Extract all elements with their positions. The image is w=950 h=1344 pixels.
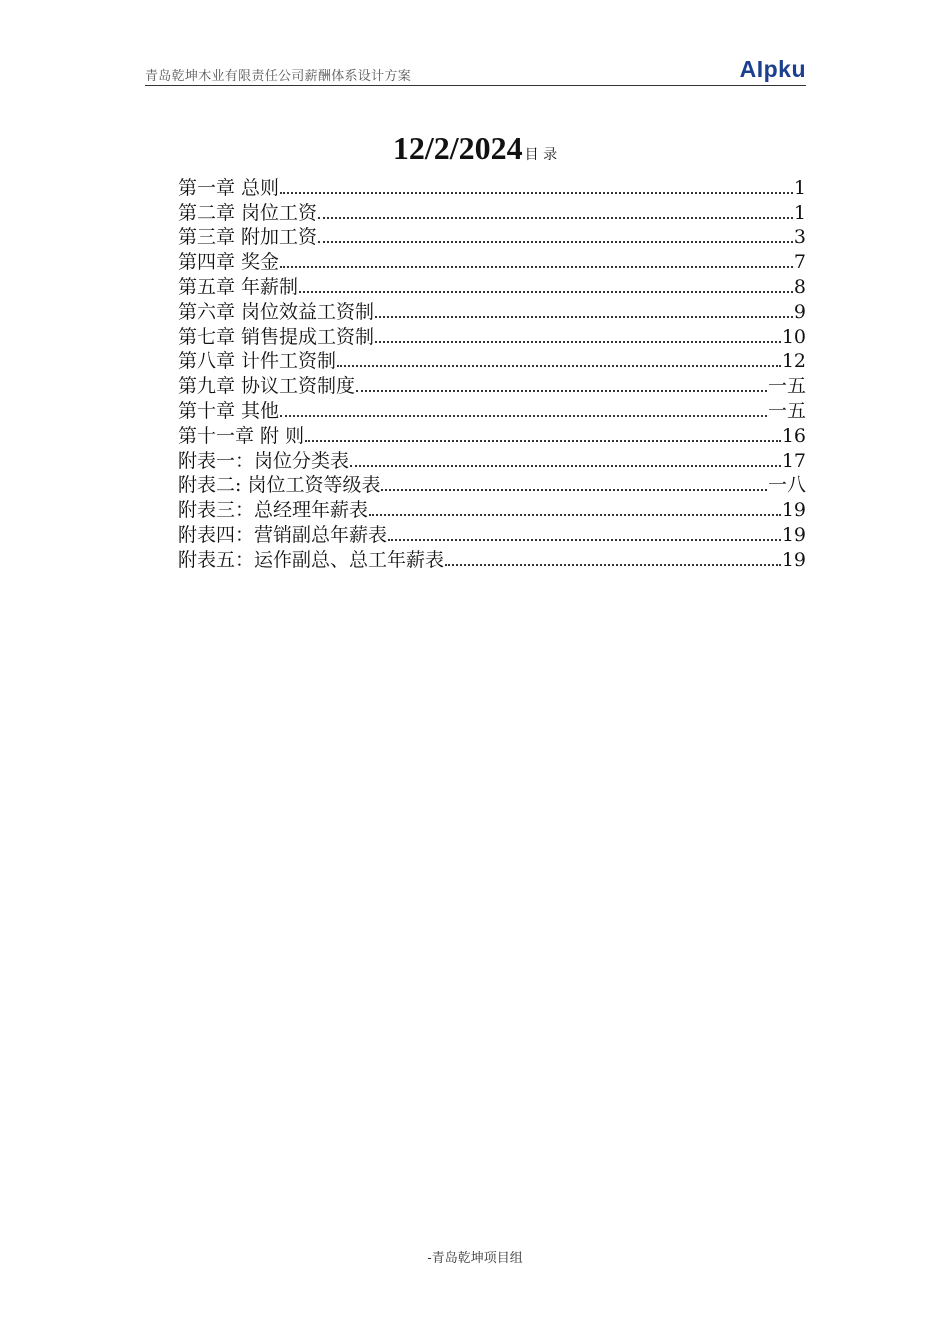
title-date: 12/2/2024 — [392, 130, 523, 166]
toc-dot-leader — [375, 316, 793, 318]
toc-entry[interactable] — [178, 298, 806, 323]
toc-entry-label: 附表五：运作副总、总工年薪表 — [178, 548, 445, 571]
toc-dot-leader — [280, 192, 793, 194]
toc-entry-label: 附表四：营销副总年薪表 — [178, 523, 388, 546]
toc-entry-page: 一五 — [767, 375, 806, 398]
toc-entry-page: 17 — [781, 449, 806, 472]
toc-entry-page: 9 — [793, 300, 806, 323]
toc-title — [0, 130, 950, 167]
toc-entry[interactable] — [178, 496, 806, 521]
toc-entry-label: 第二章 岗位工资 — [178, 201, 318, 224]
toc-entry-label: 第三章 附加工资 — [178, 226, 318, 249]
toc-entry-label: 第九章 协议工资制度 — [178, 375, 356, 398]
toc-entry-label: 第六章 岗位效益工资制 — [178, 300, 375, 323]
toc-dot-leader — [388, 539, 781, 541]
toc-entry-label: 第七章 销售提成工资制 — [178, 325, 375, 348]
toc-entry-page: 1 — [793, 201, 806, 224]
toc-entry-label: 附表三：总经理年薪表 — [178, 499, 369, 522]
toc-entry-page: 8 — [793, 275, 806, 298]
toc-dot-leader — [305, 440, 781, 442]
toc-entry-page: 3 — [793, 226, 806, 249]
toc-entry[interactable] — [178, 348, 806, 373]
toc-dot-leader — [375, 341, 781, 343]
title-label: 目 录 — [524, 147, 558, 163]
toc-dot-leader — [381, 489, 767, 491]
toc-entry[interactable] — [178, 273, 806, 298]
toc-entry[interactable] — [178, 199, 806, 224]
toc-entry[interactable] — [178, 422, 806, 447]
toc-dot-leader — [280, 415, 767, 417]
page-header — [145, 55, 806, 86]
toc-dot-leader — [318, 217, 793, 219]
toc-entry-page: 一五 — [767, 399, 806, 422]
toc-dot-leader — [445, 564, 781, 566]
toc-entry-page: 19 — [781, 523, 806, 546]
toc-entry-page: 10 — [781, 325, 806, 348]
toc-entry-page: 16 — [781, 424, 806, 447]
toc-dot-leader — [299, 291, 793, 293]
toc-entry-label: 第一章 总则 — [178, 176, 280, 199]
toc-entry[interactable] — [178, 372, 806, 397]
toc-entry-page: 19 — [781, 499, 806, 522]
toc-entry[interactable] — [178, 323, 806, 348]
header-title: 青岛乾坤木业有限责任公司薪酬体系设计方案 — [145, 69, 412, 84]
toc-entry-label: 第十一章 附 则 — [178, 424, 305, 447]
table-of-contents — [178, 174, 806, 571]
toc-entry-label: 第十章 其他 — [178, 399, 280, 422]
page-footer: -青岛乾坤项目组 — [427, 1251, 523, 1266]
toc-entry-label: 附表二: 岗位工资等级表 — [178, 474, 381, 497]
toc-entry-page: 19 — [781, 548, 806, 571]
toc-entry-page: 7 — [793, 251, 806, 274]
toc-entry-label: 附表一：岗位分类表 — [178, 449, 350, 472]
toc-entry-label: 第八章 计件工资制 — [178, 350, 337, 373]
toc-entry-page: 12 — [781, 350, 806, 373]
toc-entry[interactable] — [178, 447, 806, 472]
toc-dot-leader — [318, 241, 793, 243]
toc-dot-leader — [337, 365, 781, 367]
toc-entry[interactable] — [178, 174, 806, 199]
toc-entry[interactable] — [178, 224, 806, 249]
toc-entry-page: 一八 — [767, 474, 806, 497]
toc-dot-leader — [280, 266, 793, 268]
toc-entry-page: 1 — [793, 176, 806, 199]
toc-entry[interactable] — [178, 397, 806, 422]
toc-dot-leader — [356, 390, 767, 392]
toc-dot-leader — [350, 465, 781, 467]
toc-entry[interactable] — [178, 248, 806, 273]
toc-entry[interactable] — [178, 472, 806, 497]
toc-entry-label: 第四章 奖金 — [178, 251, 280, 274]
company-logo: AIpku — [739, 56, 806, 82]
toc-entry-label: 第五章 年薪制 — [178, 275, 299, 298]
toc-entry[interactable] — [178, 521, 806, 546]
toc-entry[interactable] — [178, 546, 806, 571]
toc-dot-leader — [369, 514, 781, 516]
